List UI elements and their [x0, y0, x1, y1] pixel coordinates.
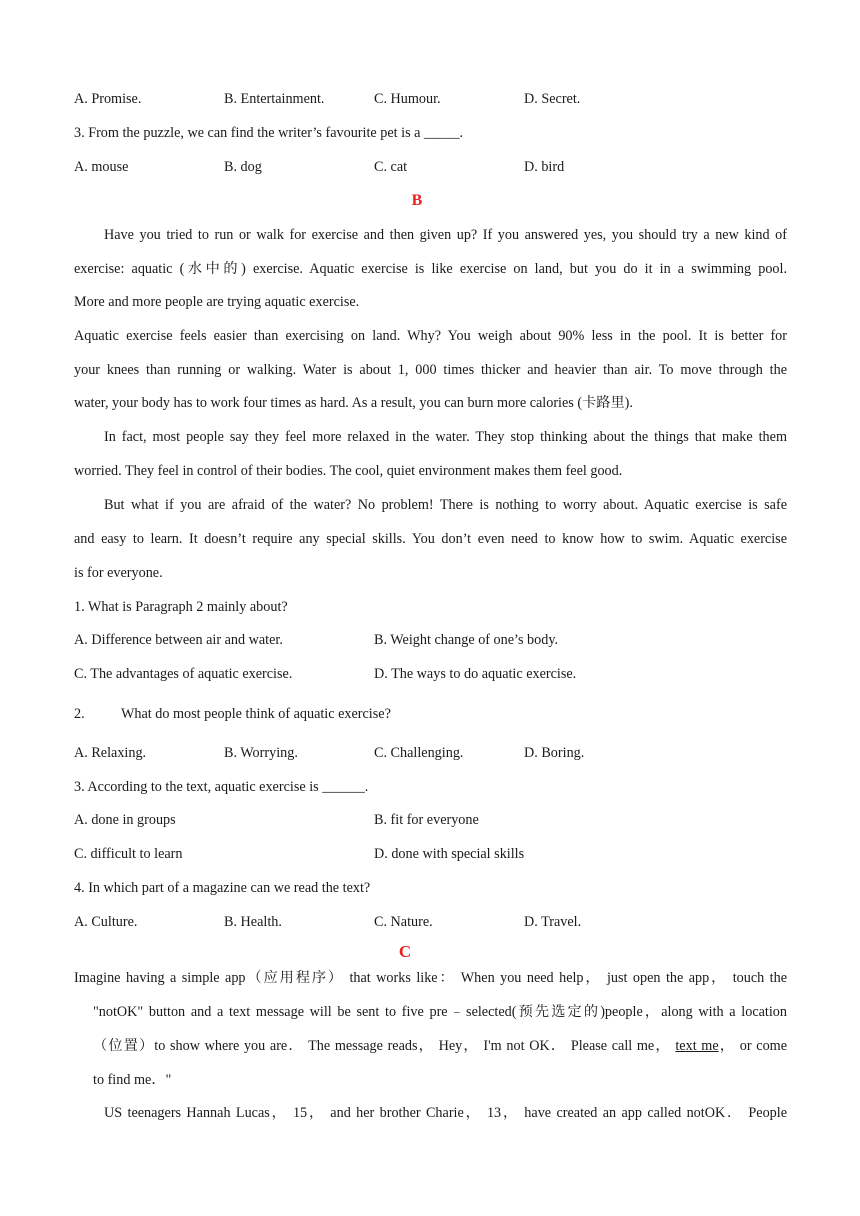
sectionB-q3-options-row2	[74, 845, 787, 863]
option-b: B. Worrying.	[224, 745, 298, 761]
sectionA-q3-question: 3. From the puzzle, we can find the writer’s favourite pet is a _____.	[74, 125, 463, 141]
sectionB-q2-question: What do most people think of aquatic exercise?	[121, 706, 391, 722]
sectionB-q4-options	[74, 913, 787, 931]
passage-line: is for everyone.	[74, 565, 163, 581]
passage-text: ， or come	[718, 1038, 788, 1054]
section-b-heading: B	[411, 192, 423, 209]
sectionA-q2-options	[74, 90, 787, 108]
option-d: D. bird	[524, 159, 565, 175]
option-c: C. Humour.	[374, 91, 441, 107]
passage-text: （位置）to show where you are． The message reads， Hey， I'm not OK． Please call me，	[93, 1038, 676, 1054]
passage-line: But what if you are afraid of the water? No problem! There is nothing to worry about. Aquatic exercise is safe	[104, 497, 787, 513]
option-b: B. Weight change of one’s body.	[374, 632, 559, 648]
option-c: C. Challenging.	[374, 745, 464, 761]
option-d: D. Boring.	[524, 745, 585, 761]
sectionB-q3-question: 3. According to the text, aquatic exercise is ______.	[74, 779, 369, 795]
option-b: B. fit for everyone	[374, 812, 479, 828]
passage-line: your knees than running or walking. Water is about 1, 000 times thicker and heavier than air. To move through the	[74, 362, 787, 378]
passage-line: exercise: aquatic (水中的) exercise. Aquatic exercise is like exercise on land, but you do it in a swimming pool.	[74, 261, 787, 277]
option-d: D. Secret.	[524, 91, 581, 107]
sectionB-q2-options	[74, 744, 787, 762]
option-b: B. Health.	[224, 914, 282, 930]
passage-line: water, your body has to work four times as hard. As a result, you can burn more calories (卡路里).	[74, 395, 633, 411]
sectionB-q3-options-row1	[74, 811, 787, 829]
option-a: A. done in groups	[74, 812, 176, 828]
passage-line: More and more people are trying aquatic exercise.	[74, 294, 360, 310]
passage-line: worried. They feel in control of their bodies. The cool, quiet environment makes them feel good.	[74, 463, 623, 479]
sectionB-q4-question: 4. In which part of a magazine can we read the text?	[74, 880, 371, 896]
option-d: D. Travel.	[524, 914, 582, 930]
sectionB-q2-number: 2.	[74, 706, 85, 722]
passage-line: Aquatic exercise feels easier than exercising on land. Why? You weigh about 90% less in the pool. It is better for	[74, 328, 787, 344]
option-d: D. done with special skills	[374, 846, 525, 862]
passage-line: Imagine having a simple app（应用程序） that works like： When you need help， just open the app， touch the	[74, 970, 787, 986]
option-a: A. Promise.	[74, 91, 142, 107]
passage-line: In fact, most people say they feel more relaxed in the water. They stop thinking about the things that make them	[104, 429, 787, 445]
option-c: C. Nature.	[374, 914, 433, 930]
option-a: A. Relaxing.	[74, 745, 147, 761]
option-a: A. Difference between air and water.	[74, 632, 283, 648]
option-a: A. mouse	[74, 159, 129, 175]
option-a: A. Culture.	[74, 914, 138, 930]
passage-line	[93, 1037, 787, 1055]
passage-line: "notOK" button and a text message will be sent to five pre﹣selected(预先选定的)people，along with a location	[93, 1004, 787, 1020]
passage-line: Have you tried to run or walk for exercise and then given up? If you answered yes, you should try a new kind of	[104, 227, 787, 243]
underlined-text: text me	[675, 1038, 719, 1054]
option-b: B. dog	[224, 159, 262, 175]
passage-line: US teenagers Hannah Lucas， 15， and her brother Charie， 13， have created an app called notOK． People	[104, 1105, 787, 1121]
section-c-heading: C	[398, 942, 412, 961]
option-c: C. cat	[374, 159, 408, 175]
sectionB-q1-options-row2	[74, 665, 787, 683]
sectionB-q1-question: 1. What is Paragraph 2 mainly about?	[74, 599, 288, 615]
option-c: C. The advantages of aquatic exercise.	[74, 666, 293, 682]
option-c: C. difficult to learn	[74, 846, 183, 862]
option-b: B. Entertainment.	[224, 91, 325, 107]
sectionA-q3-options	[74, 158, 787, 176]
sectionB-q1-options-row1	[74, 631, 787, 649]
passage-line: to find me．"	[93, 1072, 172, 1088]
option-d: D. The ways to do aquatic exercise.	[374, 666, 577, 682]
passage-line: and easy to learn. It doesn’t require any special skills. You don’t even need to know how to swim. Aquatic exercise	[74, 531, 787, 547]
